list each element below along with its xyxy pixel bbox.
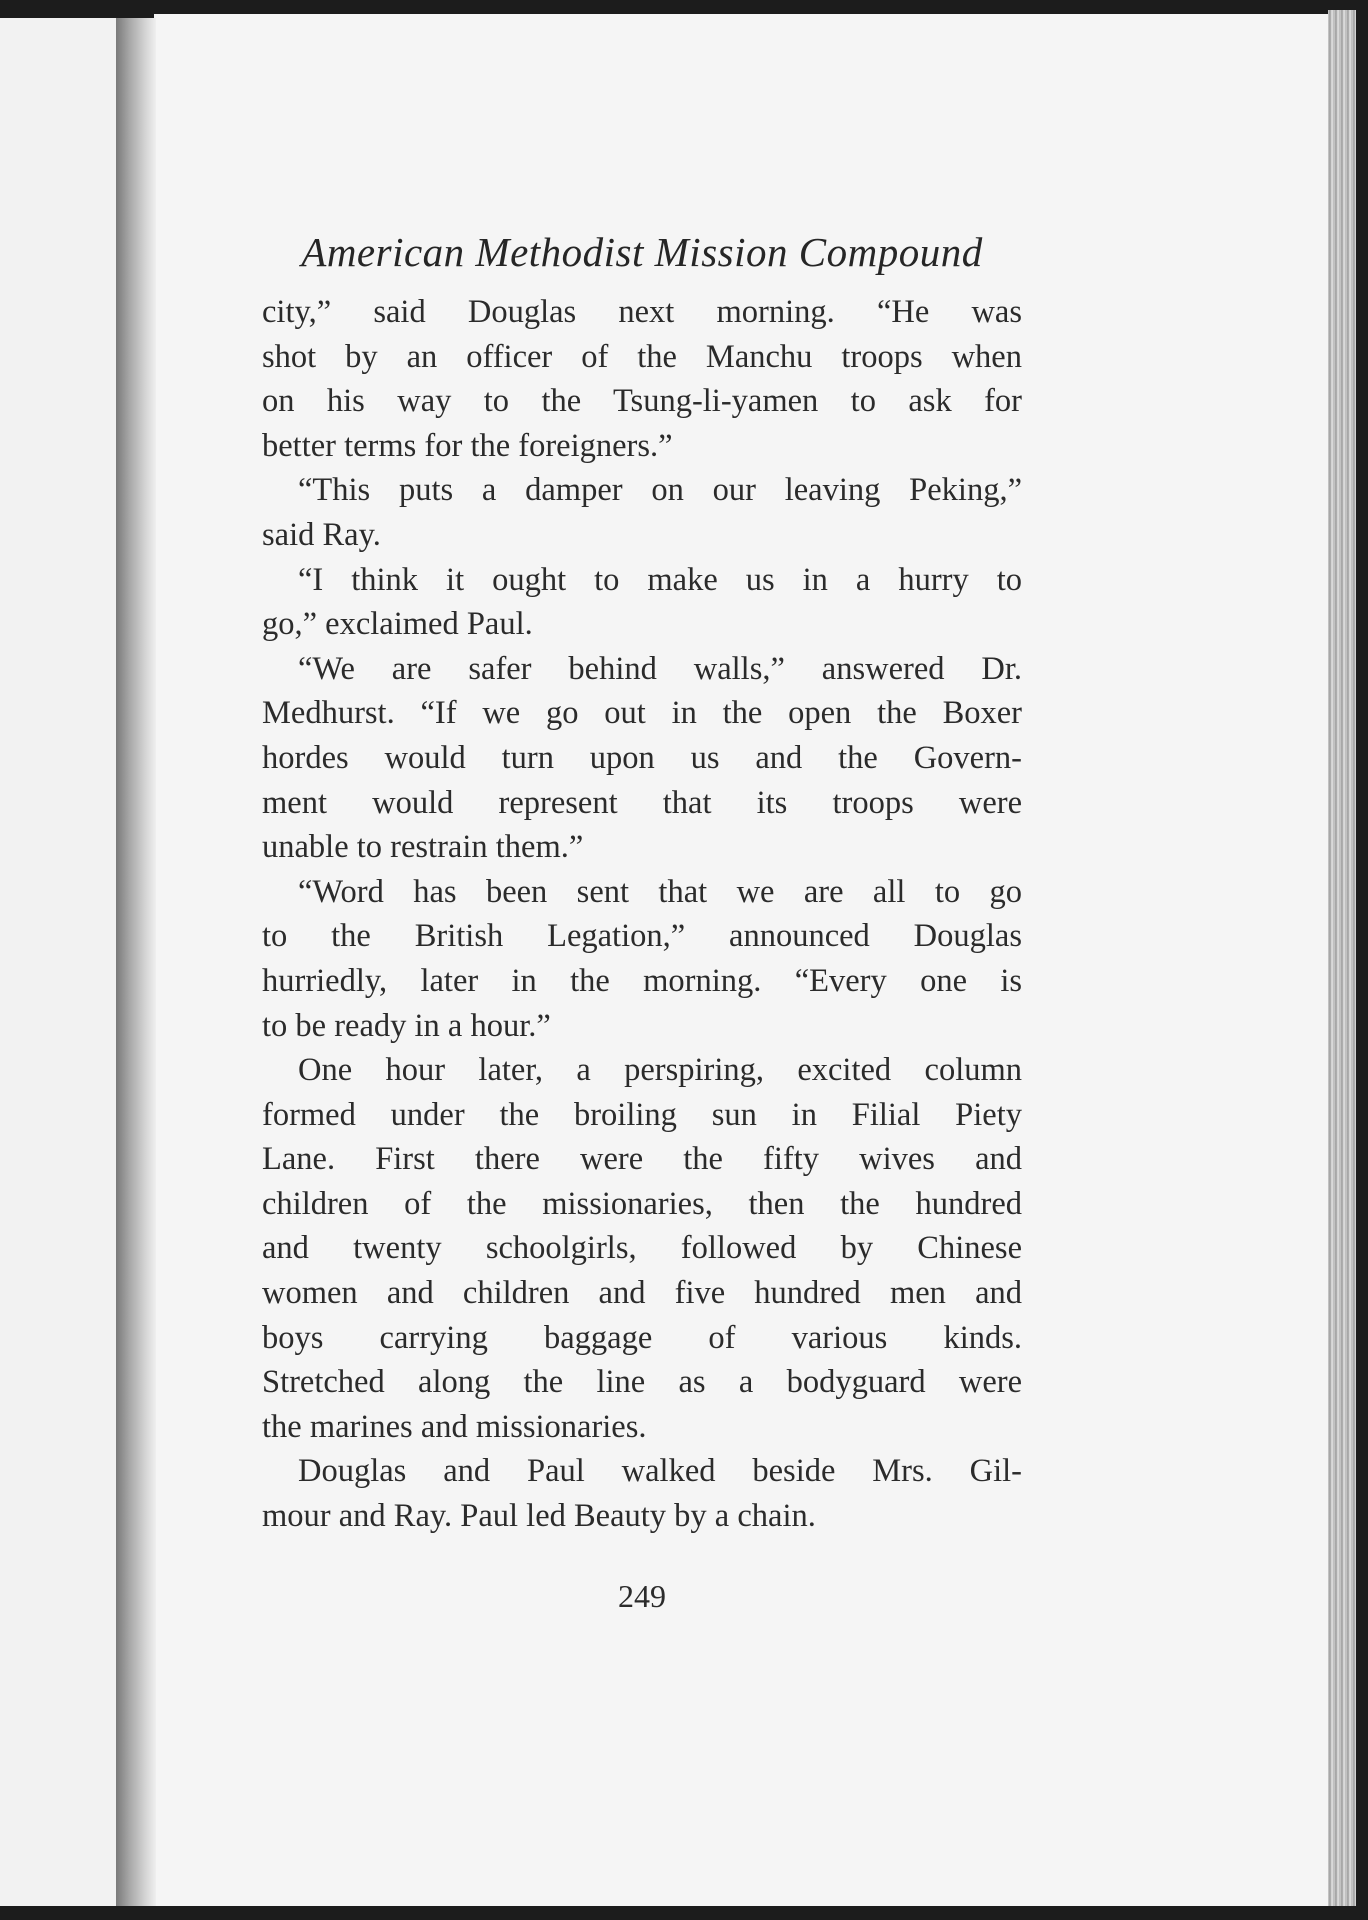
body-text [262,290,1022,1539]
text-line: the marines and missionaries. [262,1408,647,1445]
text-line: said Ray. [262,516,381,553]
text-line: and twenty schoolgirls, followed by Chinese [262,1230,1022,1267]
text-line: “Word has been sent that we are all to go [298,873,1022,910]
page-number: 249 [618,1578,666,1614]
page-stack-edge [1328,10,1356,1908]
book-gutter [116,18,156,1908]
text-line: “This puts a damper on our leaving Peking,” [298,472,1022,509]
text-line: ment would represent that its troops were [262,784,1022,821]
text-line: go,” exclaimed Paul. [262,606,533,643]
text-line: “We are safer behind walls,” answered Dr. [298,650,1022,687]
text-line: mour and Ray. Paul led Beauty by a chain. [262,1498,816,1535]
text-line: women and children and five hundred men and [262,1275,1022,1312]
text-line: to be ready in a hour.” [262,1007,551,1044]
text-line: unable to restrain them.” [262,829,584,866]
text-line: better terms for the foreigners.” [262,427,673,464]
text-line: city,” said Douglas next morning. “He was [262,294,1022,330]
text-line: Lane. First there were the fifty wives and [262,1141,1022,1178]
text-line: formed under the broiling sun in Filial Piety [262,1096,1022,1133]
text-line: hordes would turn upon us and the Govern- [262,739,1022,776]
text-line: shot by an officer of the Manchu troops when [262,338,1022,375]
paragraph [262,1449,1022,1538]
text-line: Stretched along the line as a bodyguard were [262,1364,1022,1401]
paragraph [262,558,1022,647]
paragraph [262,870,1022,1048]
text-line: Medhurst. “If we go out in the open the Boxer [262,695,1022,732]
paragraph [262,290,1022,468]
text-line: children of the missionaries, then the hundred [262,1185,1022,1222]
text-block [262,228,1022,1539]
text-line: on his way to the Tsung-li-yamen to ask for [262,383,1022,420]
running-head: American Methodist Mission Compound [301,229,983,275]
text-line: One hour later, a perspiring, excited column [298,1052,1022,1089]
scan-bottom-border [0,1906,1368,1920]
text-line: to the British Legation,” announced Douglas [262,918,1022,955]
text-line: “I think it ought to make us in a hurry to [298,561,1022,598]
paragraph [262,647,1022,870]
text-line: boys carrying baggage of various kinds. [262,1319,1022,1356]
facing-page-edge [0,18,122,1908]
paragraph [262,468,1022,557]
text-line: Douglas and Paul walked beside Mrs. Gil- [298,1453,1022,1490]
text-line: hurriedly, later in the morning. “Every one is [262,962,1022,999]
paragraph [262,1048,1022,1449]
